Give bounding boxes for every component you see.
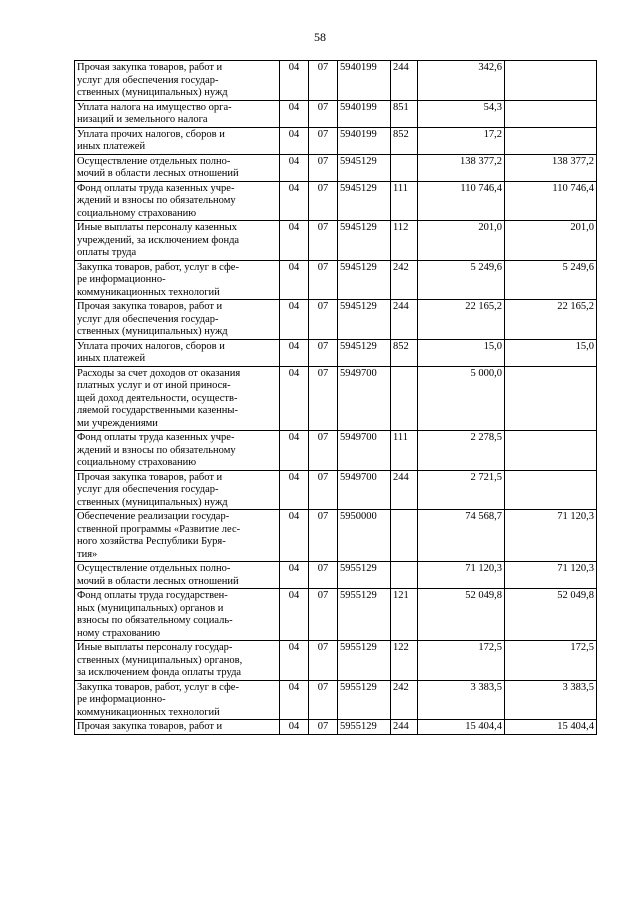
- row-name: [75, 366, 280, 431]
- row-s2: 07: [309, 181, 338, 221]
- row-kvr: 244: [391, 720, 418, 735]
- row-code: 5955129: [338, 562, 391, 589]
- row-name-line: Уплата налога на имущество орга-: [77, 101, 232, 113]
- row-s2: 07: [309, 100, 338, 127]
- row-name-line: ственной программы «Развитие лес-: [77, 523, 241, 535]
- row-s2: 07: [309, 366, 338, 431]
- row-kvr: 244: [391, 470, 418, 510]
- row-name-line: ляемой государственными казенны-: [77, 405, 238, 416]
- row-name: [75, 61, 280, 101]
- row-name-line: за исключением фонда оплаты труда: [77, 667, 242, 678]
- table-row: [75, 221, 597, 261]
- table-row: [75, 680, 597, 720]
- row-code: 5955129: [338, 641, 391, 681]
- table-row: [75, 366, 597, 431]
- row-name-line: Иные выплаты персоналу казенных: [77, 222, 237, 233]
- row-amount: 3 383,5: [418, 680, 505, 720]
- row-s1: 04: [280, 339, 309, 366]
- row-name-line: Прочая закупка товаров, работ и: [77, 301, 223, 312]
- row-kvr: 244: [391, 61, 418, 101]
- row-name: [75, 181, 280, 221]
- row-name: [75, 260, 280, 300]
- row-amount2: 5 249,6: [505, 260, 597, 300]
- row-name-line: Уплата прочих налогов, сборов и: [77, 340, 225, 352]
- row-kvr: [391, 562, 418, 589]
- row-s2: 07: [309, 470, 338, 510]
- row-s2: 07: [309, 431, 338, 471]
- row-s2: 07: [309, 641, 338, 681]
- table-row: [75, 181, 597, 221]
- budget-table: [74, 60, 597, 735]
- row-amount2: 22 165,2: [505, 300, 597, 340]
- row-name-line: мочий в области лесных отношений: [77, 575, 239, 587]
- row-name-line: учреждений, за исключением фонда: [77, 234, 240, 246]
- row-s1: 04: [280, 431, 309, 471]
- row-amount: 2 278,5: [418, 431, 505, 471]
- table-row: [75, 562, 597, 589]
- row-s2: 07: [309, 589, 338, 641]
- row-name-line: услуг для обеспечения государ-: [77, 74, 219, 86]
- table-row: [75, 339, 597, 366]
- table-body: [75, 61, 597, 735]
- row-amount2: [505, 127, 597, 154]
- table-row: [75, 127, 597, 154]
- row-name-line: Фонд оплаты труда казенных учре-: [77, 432, 235, 443]
- row-kvr: 121: [391, 589, 418, 641]
- row-s2: 07: [309, 260, 338, 300]
- row-s1: 04: [280, 510, 309, 562]
- row-s1: 04: [280, 641, 309, 681]
- row-code: 5955129: [338, 680, 391, 720]
- row-s1: 04: [280, 127, 309, 154]
- row-s2: 07: [309, 680, 338, 720]
- row-code: 5940199: [338, 127, 391, 154]
- row-code: 5940199: [338, 100, 391, 127]
- row-name-line: Осуществление отдельных полно-: [77, 155, 231, 167]
- row-name-line: ми учреждениями: [77, 417, 158, 429]
- row-amount2: 71 120,3: [505, 510, 597, 562]
- row-kvr: [391, 154, 418, 181]
- page-number: 58: [314, 30, 326, 44]
- row-s1: 04: [280, 562, 309, 589]
- row-amount2: 201,0: [505, 221, 597, 261]
- row-name-line: оплаты труда: [77, 247, 137, 258]
- row-s2: 07: [309, 562, 338, 589]
- row-amount: 138 377,2: [418, 154, 505, 181]
- row-name-line: коммуникационных технологий: [77, 706, 220, 718]
- row-name: [75, 720, 280, 735]
- row-kvr: 852: [391, 339, 418, 366]
- row-s2: 07: [309, 154, 338, 181]
- row-kvr: 242: [391, 680, 418, 720]
- row-kvr: 851: [391, 100, 418, 127]
- row-amount2: 110 746,4: [505, 181, 597, 221]
- row-name-line: Расходы за счет доходов от оказания: [77, 367, 241, 379]
- row-s2: 07: [309, 720, 338, 735]
- row-name-line: мочий в области лесных отношений: [77, 168, 239, 179]
- row-s1: 04: [280, 181, 309, 221]
- row-s2: 07: [309, 300, 338, 340]
- row-name-line: Прочая закупка товаров, работ и: [77, 721, 223, 732]
- row-amount: 5 000,0: [418, 366, 505, 431]
- row-name: [75, 470, 280, 510]
- row-name: [75, 510, 280, 562]
- row-name-line: взносы по обязательному социаль-: [77, 615, 233, 626]
- row-amount: 172,5: [418, 641, 505, 681]
- row-s2: 07: [309, 61, 338, 101]
- row-amount2: 15 404,4: [505, 720, 597, 735]
- row-name-line: Обеспечение реализации государ-: [77, 511, 230, 522]
- row-name-line: ственных (муниципальных) нужд: [77, 496, 228, 508]
- table-row: [75, 589, 597, 641]
- row-amount2: [505, 431, 597, 471]
- row-name-line: платных услуг и от иной принося-: [77, 380, 231, 391]
- row-name: [75, 100, 280, 127]
- row-s1: 04: [280, 300, 309, 340]
- row-amount: 74 568,7: [418, 510, 505, 562]
- row-amount: 2 721,5: [418, 470, 505, 510]
- row-name-line: Прочая закупка товаров, работ и: [77, 471, 223, 483]
- row-amount2: [505, 61, 597, 101]
- row-name: [75, 127, 280, 154]
- row-name: [75, 589, 280, 641]
- row-code: 5940199: [338, 61, 391, 101]
- row-name-line: ственных (муниципальных) нужд: [77, 326, 228, 337]
- row-name-line: ного хозяйства Республики Буря-: [77, 536, 226, 547]
- table-row: [75, 260, 597, 300]
- row-name: [75, 680, 280, 720]
- row-name-line: щей доход деятельности, осуществ-: [77, 392, 238, 404]
- row-code: 5945129: [338, 339, 391, 366]
- row-code: 5945129: [338, 260, 391, 300]
- row-name-line: Фонд оплаты труда государствен-: [77, 590, 228, 601]
- row-s1: 04: [280, 61, 309, 101]
- row-name-line: ждений и взносы по обязательному: [77, 444, 236, 456]
- row-name-line: услуг для обеспечения государ-: [77, 484, 219, 495]
- row-s2: 07: [309, 127, 338, 154]
- row-name-line: ственных (муниципальных) органов,: [77, 654, 243, 666]
- row-amount2: 138 377,2: [505, 154, 597, 181]
- row-code: 5955129: [338, 589, 391, 641]
- row-name-line: социальному страхованию: [77, 207, 197, 219]
- row-kvr: 244: [391, 300, 418, 340]
- row-kvr: 111: [391, 181, 418, 221]
- row-amount2: [505, 470, 597, 510]
- row-s1: 04: [280, 221, 309, 261]
- row-kvr: [391, 510, 418, 562]
- row-s1: 04: [280, 470, 309, 510]
- row-s1: 04: [280, 154, 309, 181]
- row-s1: 04: [280, 720, 309, 735]
- row-name-line: Закупка товаров, работ, услуг в сфе-: [77, 261, 239, 273]
- row-name-line: иных платежей: [77, 141, 146, 152]
- row-name-line: Фонд оплаты труда казенных учре-: [77, 182, 235, 194]
- row-amount: 201,0: [418, 221, 505, 261]
- row-amount: 54,3: [418, 100, 505, 127]
- row-code: 5945129: [338, 300, 391, 340]
- row-name: [75, 339, 280, 366]
- row-name-line: иных платежей: [77, 353, 146, 364]
- row-name-line: Уплата прочих налогов, сборов и: [77, 128, 225, 140]
- row-amount: 22 165,2: [418, 300, 505, 340]
- row-name-line: тия»: [77, 548, 98, 560]
- row-amount2: 52 049,8: [505, 589, 597, 641]
- row-name-line: услуг для обеспечения государ-: [77, 313, 219, 325]
- row-amount: 15 404,4: [418, 720, 505, 735]
- row-code: 5945129: [338, 181, 391, 221]
- table-row: [75, 61, 597, 101]
- row-amount: 342,6: [418, 61, 505, 101]
- row-amount: 110 746,4: [418, 181, 505, 221]
- row-kvr: [391, 366, 418, 431]
- row-name-line: ному страхованию: [77, 627, 161, 639]
- row-code: 5949700: [338, 470, 391, 510]
- row-kvr: 242: [391, 260, 418, 300]
- row-s1: 04: [280, 589, 309, 641]
- row-s1: 04: [280, 100, 309, 127]
- row-name: [75, 154, 280, 181]
- table-row: [75, 510, 597, 562]
- row-name-line: ждений и взносы по обязательному: [77, 195, 236, 206]
- row-code: 5949700: [338, 366, 391, 431]
- row-name: [75, 300, 280, 340]
- row-amount2: 71 120,3: [505, 562, 597, 589]
- row-code: 5950000: [338, 510, 391, 562]
- row-amount2: 172,5: [505, 641, 597, 681]
- row-kvr: 112: [391, 221, 418, 261]
- row-amount2: [505, 366, 597, 431]
- row-name-line: ре информационно-: [77, 274, 166, 285]
- row-amount: 5 249,6: [418, 260, 505, 300]
- row-name-line: ных (муниципальных) органов и: [77, 602, 224, 614]
- row-amount: 17,2: [418, 127, 505, 154]
- row-amount: 71 120,3: [418, 562, 505, 589]
- row-s1: 04: [280, 680, 309, 720]
- row-s2: 07: [309, 339, 338, 366]
- row-name: [75, 562, 280, 589]
- row-amount: 52 049,8: [418, 589, 505, 641]
- row-kvr: 852: [391, 127, 418, 154]
- row-name-line: ственных (муниципальных) нужд: [77, 87, 228, 98]
- table-row: [75, 154, 597, 181]
- row-s2: 07: [309, 510, 338, 562]
- row-amount2: 3 383,5: [505, 680, 597, 720]
- row-name-line: Закупка товаров, работ, услуг в сфе-: [77, 681, 239, 693]
- table-row: [75, 431, 597, 471]
- row-amount: 15,0: [418, 339, 505, 366]
- row-amount2: 15,0: [505, 339, 597, 366]
- row-name-line: ре информационно-: [77, 694, 166, 705]
- row-name-line: Осуществление отдельных полно-: [77, 563, 231, 574]
- row-s1: 04: [280, 366, 309, 431]
- row-name: [75, 221, 280, 261]
- row-name-line: Иные выплаты персоналу государ-: [77, 642, 233, 653]
- table-row: [75, 641, 597, 681]
- table-row: [75, 100, 597, 127]
- row-name-line: коммуникационных технологий: [77, 286, 220, 298]
- table-row: [75, 300, 597, 340]
- row-kvr: 111: [391, 431, 418, 471]
- row-name-line: социальному страхованию: [77, 457, 197, 468]
- row-code: 5955129: [338, 720, 391, 735]
- row-code: 5945129: [338, 221, 391, 261]
- row-kvr: 122: [391, 641, 418, 681]
- row-name: [75, 431, 280, 471]
- row-s1: 04: [280, 260, 309, 300]
- row-name: [75, 641, 280, 681]
- table-row: [75, 470, 597, 510]
- row-amount2: [505, 100, 597, 127]
- table-row: [75, 720, 597, 735]
- row-code: 5949700: [338, 431, 391, 471]
- row-code: 5945129: [338, 154, 391, 181]
- row-s2: 07: [309, 221, 338, 261]
- row-name-line: низаций и земельного налога: [77, 114, 208, 125]
- row-name-line: Прочая закупка товаров, работ и: [77, 62, 223, 73]
